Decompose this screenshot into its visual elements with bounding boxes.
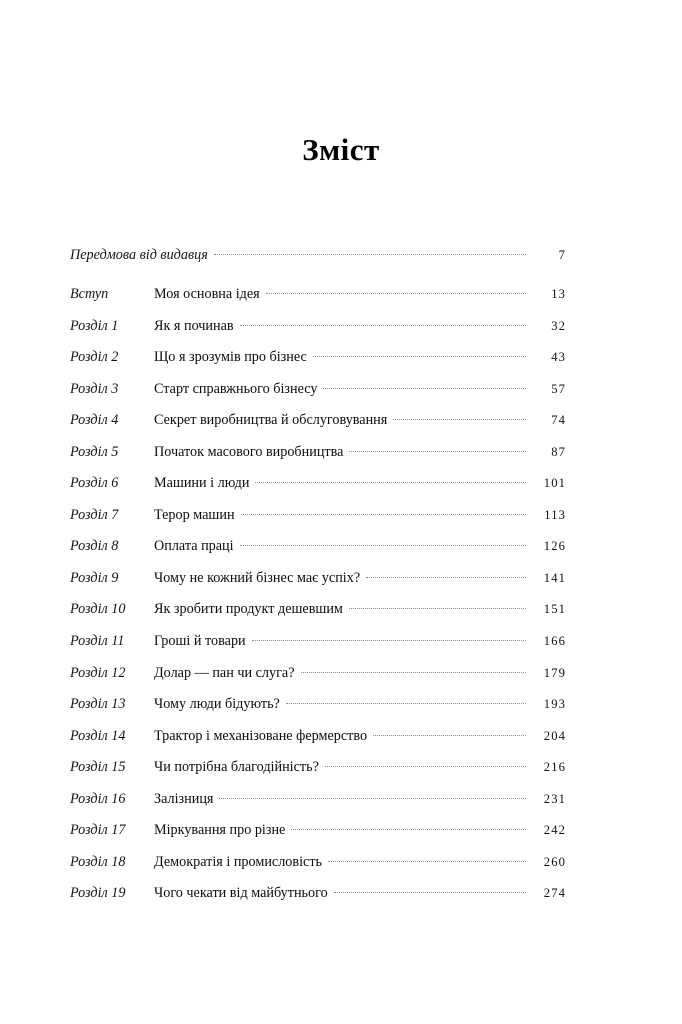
toc-entry[interactable] — [70, 820, 566, 840]
toc-entry[interactable] — [70, 410, 566, 430]
leader-dots — [266, 284, 526, 298]
leader-dots — [313, 347, 526, 361]
toc-list — [70, 245, 566, 915]
toc-entry[interactable] — [70, 662, 566, 682]
toc-entry-label: Розділ 9 — [70, 569, 119, 586]
toc-entry[interactable] — [70, 852, 566, 872]
toc-entry[interactable] — [70, 505, 566, 525]
toc-entry-page: 260 — [543, 854, 566, 869]
leader-dots — [349, 442, 526, 456]
toc-entry[interactable] — [70, 694, 566, 714]
toc-entry[interactable] — [70, 347, 566, 367]
toc-entry-page: 13 — [551, 287, 566, 302]
toc-entry-page: 193 — [543, 697, 566, 712]
toc-entry-title: Гроші й товари — [154, 632, 246, 649]
toc-entry-page: 57 — [551, 381, 566, 396]
toc-entry-label: Розділ 1 — [70, 317, 119, 334]
toc-entry-label: Розділ 4 — [70, 412, 119, 429]
leader-dots — [252, 631, 526, 645]
toc-entry[interactable] — [70, 473, 566, 493]
leader-dots — [328, 852, 526, 866]
toc-entry[interactable] — [70, 788, 566, 808]
toc-entry[interactable] — [70, 379, 566, 399]
page-title: Зміст — [302, 132, 380, 167]
toc-entry-label: Передмова від видавця — [70, 247, 208, 264]
toc-entry-label: Розділ 14 — [70, 727, 126, 744]
toc-entry-page: 101 — [543, 476, 566, 491]
toc-entry[interactable] — [70, 315, 566, 335]
leader-dots — [301, 662, 526, 676]
toc-entry-label: Розділ 17 — [70, 822, 126, 839]
toc-entry-page: 151 — [543, 602, 566, 617]
toc-entry-label: Розділ 5 — [70, 443, 119, 460]
toc-entry[interactable] — [70, 631, 566, 651]
toc-entry-title: Оплата праці — [154, 538, 234, 555]
toc-entry-page: 179 — [543, 665, 566, 680]
toc-entry-title: Долар — пан чи слуга? — [154, 664, 295, 681]
toc-entry[interactable] — [70, 442, 566, 462]
leader-dots — [393, 410, 526, 424]
toc-entry-label: Вступ — [70, 286, 109, 303]
leader-dots — [349, 599, 526, 613]
toc-entry-page: 126 — [543, 539, 566, 554]
toc-entry-title: Старт справжнього бізнесу — [154, 380, 318, 397]
leader-dots — [214, 245, 526, 259]
toc-entry[interactable] — [70, 599, 566, 619]
toc-entry[interactable] — [70, 284, 566, 304]
toc-entry-label: Розділ 18 — [70, 853, 126, 870]
leader-dots — [219, 788, 526, 802]
toc-entry-page: 231 — [543, 791, 566, 806]
toc-entry-label: Розділ 19 — [70, 885, 126, 902]
toc-entry-title: Міркування про різне — [154, 822, 286, 839]
toc-entry-page: 242 — [543, 823, 566, 838]
leader-dots — [334, 883, 526, 897]
leader-dots — [240, 315, 526, 329]
leader-dots — [291, 820, 526, 834]
toc-entry-page: 7 — [558, 248, 566, 263]
toc-entry-title: Чому люди бідують? — [154, 696, 280, 713]
toc-entry-label: Розділ 16 — [70, 790, 126, 807]
toc-entry[interactable] — [70, 536, 566, 556]
toc-entry-label: Розділ 12 — [70, 664, 126, 681]
toc-entry[interactable] — [70, 568, 566, 588]
toc-entry-title: Чи потрібна благодійність? — [154, 759, 319, 776]
toc-entry[interactable] — [70, 725, 566, 745]
leader-dots — [325, 757, 526, 771]
toc-entry-title: Залізниця — [154, 790, 214, 807]
leader-dots — [240, 536, 526, 550]
toc-entry-title: Початок масового виробництва — [154, 443, 344, 460]
toc-entry-page: 166 — [543, 633, 566, 648]
toc-entry-label: Розділ 7 — [70, 506, 119, 523]
toc-entry-label: Розділ 6 — [70, 475, 119, 492]
leader-dots — [255, 473, 526, 487]
toc-entry-title: Моя основна ідея — [154, 286, 260, 303]
toc-entry-label: Розділ 11 — [70, 632, 125, 649]
toc-entry-page: 113 — [544, 507, 566, 522]
toc-entry-title: Секрет виробництва й обслуговування — [154, 412, 388, 429]
toc-entry-title: Трактор і механізоване фермерство — [154, 727, 368, 744]
toc-entry-page: 141 — [543, 570, 566, 585]
toc-entry-page: 74 — [551, 413, 566, 428]
toc-entry-title: Як я починав — [154, 317, 234, 334]
toc-entry-preface[interactable] — [70, 245, 566, 265]
toc-entry-label: Розділ 3 — [70, 380, 119, 397]
toc-entry-title: Машини і люди — [154, 475, 250, 492]
toc-entry-page: 32 — [551, 318, 566, 333]
toc-entry-title: Чому не кожний бізнес має успіх? — [154, 569, 361, 586]
leader-dots — [286, 694, 526, 708]
toc-entry-page: 274 — [543, 886, 566, 901]
toc-entry-title: Що я зрозумів про бізнес — [154, 349, 307, 366]
toc-entry-page: 204 — [543, 728, 566, 743]
toc-entry-title: Чого чекати від майбутнього — [154, 885, 328, 902]
toc-entry-title: Як зробити продукт дешевшим — [154, 601, 343, 618]
leader-dots — [373, 725, 526, 739]
leader-dots — [241, 505, 526, 519]
toc-entry[interactable] — [70, 757, 566, 777]
toc-entry-label: Розділ 13 — [70, 696, 126, 713]
toc-entry-label: Розділ 15 — [70, 759, 126, 776]
toc-entry-title: Терор машин — [154, 506, 235, 523]
toc-entry-label: Розділ 10 — [70, 601, 126, 618]
leader-dots — [323, 379, 526, 393]
toc-entry-page: 216 — [543, 760, 566, 775]
toc-entry-page: 43 — [551, 350, 566, 365]
toc-entry-label: Розділ 8 — [70, 538, 119, 555]
toc-entry-label: Розділ 2 — [70, 349, 119, 366]
toc-entry-page: 87 — [551, 444, 566, 459]
toc-entry[interactable] — [70, 883, 566, 903]
leader-dots — [366, 568, 526, 582]
toc-entry-title: Демократія і промисловість — [154, 853, 322, 870]
